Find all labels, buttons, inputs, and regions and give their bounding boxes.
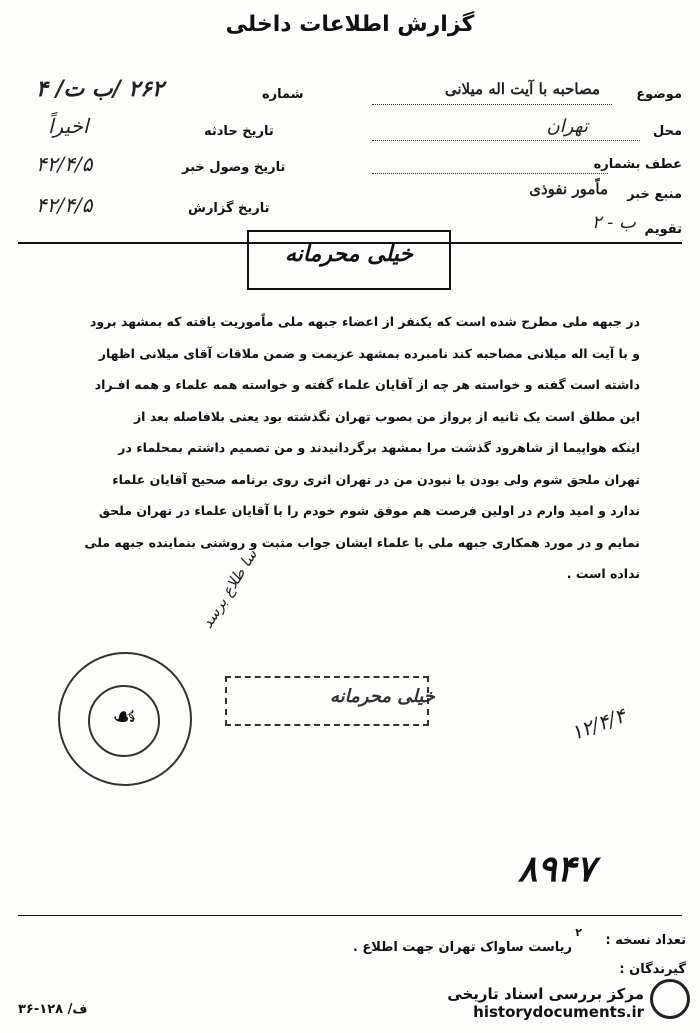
evaluation-value: ب - ۲ [591, 212, 636, 233]
watermark [447, 985, 644, 1021]
archive-number: ۸۹۴۷ [518, 848, 596, 890]
evaluation-label: تقویم [644, 222, 682, 237]
incident-date-label: تاریخ حادثه [204, 124, 274, 139]
subject-label: موضوع [636, 87, 682, 102]
copies-value: ۲ [575, 926, 582, 939]
body-line: ندارد و امید وارم در اولین فرصت هم موفق شوم خودم را با آقایان علماء در تهران ملحق [98, 503, 640, 518]
number-label: شماره [262, 87, 304, 102]
body-line: نمایم و در مورد همکاری جبهه ملی با علماء ایشان جواب مثبت و روشنی بنماینده جبهه ملی [84, 534, 640, 550]
footer-divider [18, 915, 682, 916]
form-code: ف/ ۱۲۸-۳۶ [18, 1002, 88, 1017]
margin-note: سا طلاع برسد [198, 546, 261, 632]
report-body [55, 306, 640, 590]
classification-stamp [247, 230, 451, 290]
copies-label: تعداد نسخه : [605, 933, 686, 948]
distribution-text: ریاست ساواک تهران جهت اطلاع . [352, 940, 572, 955]
place-label: محل [652, 124, 682, 139]
body-line: نداده است . [566, 566, 640, 581]
reference-line [372, 173, 608, 174]
recipients-label: گیرندگان : [619, 962, 686, 977]
body-line: اینکه هواپیما از شاهرود گذشت مرا بمشهد برگردانیدند و من تصمیم داشتم بمحلماء در [118, 440, 640, 455]
secondary-stamp-text: خیلی محرمانه [330, 686, 435, 707]
classification-text: خیلی محرمانه [284, 242, 414, 267]
handwritten-initials: ۱۲/۴/۴ [567, 703, 629, 745]
body-line: و با آیت اله میلانی مصاحبه کند نامبرده بمشهد عزیمت و ضمن ملاقات آقای میلانی اظهار [98, 345, 640, 361]
source-label: منبع خبر [627, 187, 682, 202]
subject-value: مصاحبه با آیت اله میلانی [444, 80, 600, 98]
watermark-logo-icon [650, 979, 690, 1019]
receipt-date-label: تاریخ وصول خبر [182, 160, 286, 175]
seal-emblem-icon: ☙ [112, 700, 138, 733]
report-date-label: تاریخ گزارش [188, 201, 270, 216]
watermark-line1: مرکز بررسی اسناد تاریخی [447, 985, 644, 1003]
body-line: در جبهه ملی مطرح شده است که یکنفر از اعضاء جبهه ملی ماًموریت یافته که بمشهد برود [89, 314, 640, 329]
subject-line [372, 104, 612, 105]
incident-date-value: اخیراً [48, 114, 89, 138]
body-line: داشته است گفته و خواسته هر چه از آقایان علماء گفته و خواسته همه علماء و همه افـراد [94, 377, 640, 392]
source-value: ماًمور نفوذی [529, 180, 608, 198]
number-value: ۲۶۲ /ب ت/ ۴ [36, 76, 164, 102]
receipt-date-value: ۴۲/۴/۵ [36, 152, 93, 176]
report-title: گزارش اطلاعات داخلی [225, 12, 475, 37]
body-line: تهران ملحق شوم ولی بودن یا نبودن من در تهران اثری روی برنامه صحیح آقایان علماء [112, 471, 640, 487]
report-date-value: ۴۲/۴/۵ [36, 193, 93, 217]
body-line: این مطلق است یک ثانیه از پرواز من بصوب تهران نگذشته بود یعنی بلافاصله بعد از [133, 408, 640, 424]
place-value: تهران [546, 116, 588, 137]
watermark-line2: historydocuments.ir [473, 1003, 644, 1021]
place-line [372, 140, 640, 141]
reference-label: عطف بشماره [593, 157, 682, 172]
